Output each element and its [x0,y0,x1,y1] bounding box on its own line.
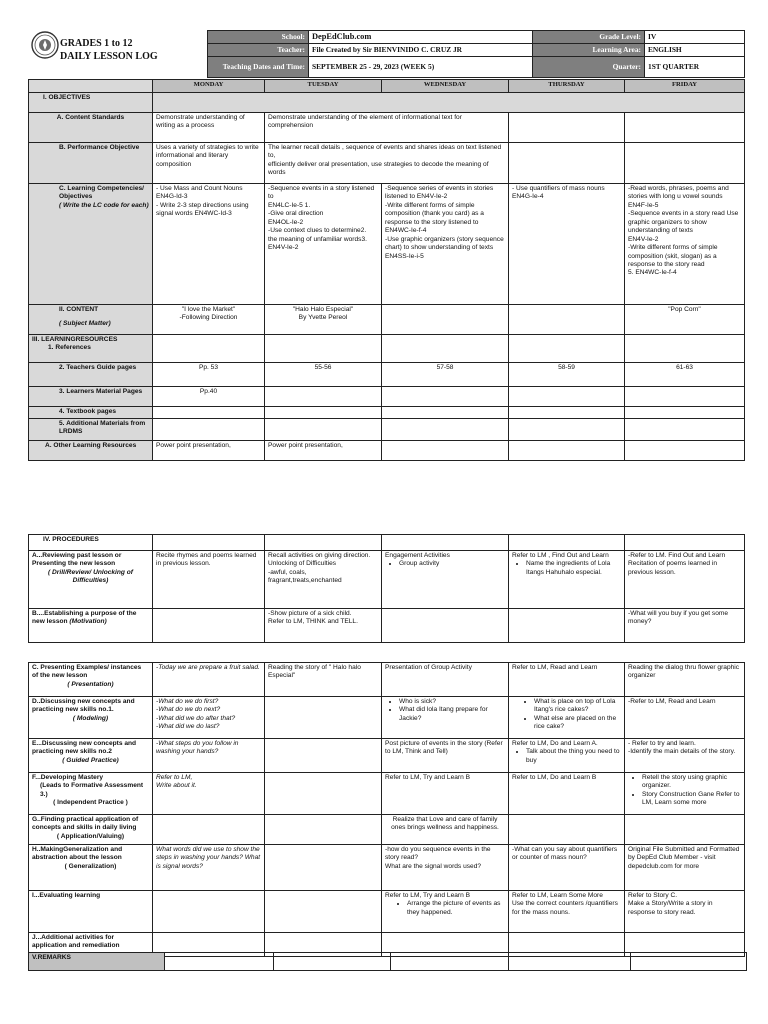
teaching-dates-label: Teaching Dates and Time: [208,57,309,78]
reviewing-wed-item: • Group activity [399,560,505,568]
additional-activities-label: J...Additional activities for application and remediation [29,933,153,957]
discussing-2-thu-title: Refer to LM, Do and Learn A. [512,740,598,747]
header-info-table [207,30,745,78]
form-title [60,38,158,63]
purpose-label: B....Establishing a purpose of the new lesson [32,610,137,626]
resources-label: III. LEARNINGRESOURCES [32,336,118,343]
evaluating-fri: Refer to Story C. Make a Story/Write a story in response to story read. [625,891,745,933]
application-label: G..Finding practical application of concepts and skills in daily living [32,816,139,832]
day-tuesday: TUESDAY [265,80,382,93]
content-standards-mon: Demonstrate understanding of writing as a process [153,113,265,143]
discussing-2-wed: Post picture of events in the story (Refer to LM, Think and Tell) [382,739,509,773]
discussing-2-note: ( Guided Practice) [62,756,119,764]
quarter-value: 1ST QUARTER [645,57,745,78]
school-label: School: [208,31,309,44]
deped-seal-logo [31,31,59,59]
day-thursday: THURSDAY [509,80,625,93]
competencies-label: C. Learning Competencies/ Objectives [59,185,145,201]
mastery-fri-item: • Retell the story using graphic organizer. [642,774,741,791]
reviewing-lesson-label: A...Reviewing past lesson or Presenting the new lesson [32,552,122,568]
discussing-2-thu-item: • Talk about the thing you need to buy [526,748,621,765]
learners-material-mon: Pp.40 [153,387,265,407]
evaluating-label: I...Evaluating learning [29,891,153,933]
application-wed: Realize that Love and care of family ones brings wellness and happiness. [382,815,509,845]
title-line-1: GRADES 1 to 12 [60,38,133,49]
mastery-note-2: ( Independent Practice ) [53,799,128,807]
presenting-label: C. Presenting Examples/ instances of the new lesson [32,664,142,680]
teaching-dates-value: SEPTEMBER 25 - 29, 2023 (WEEK 5) [309,57,533,78]
presenting-wed: Presentation of Group Activity [382,663,509,697]
discussing-2-fri: - Refer to try and learn. -Identify the main details of the story. [625,739,745,773]
day-wednesday: WEDNESDAY [382,80,509,93]
additional-materials-label: 5. Additional Materials from LRDMS [29,419,153,441]
evaluating-wed-item: • Arrange the picture of events as they happened. [407,900,505,917]
generalization-mon: What words did we use to show the steps in washing your hands? What is signal words? [153,845,265,891]
mastery-label: F...Developing Mastery [32,774,104,781]
reviewing-lesson-note: ( Drill/Review/ Unlocking of Difficulties) [48,568,133,585]
content-tue: "Halo Halo Especial" By Yvette Pereol [265,305,382,335]
title-line-2: DAILY LESSON LOG [60,50,158,62]
mastery-thu: Refer to LM, Do and Learn B [509,773,625,815]
teachers-guide-thu: 58-59 [509,363,625,387]
purpose-fri: -What will you buy if you get some money? [625,609,745,643]
content-label: II. CONTENT [59,306,99,313]
teachers-guide-fri: 61-63 [625,363,745,387]
textbook-pages-label: 4. Textbook pages [29,407,153,419]
application-note: ( Application/Valuing) [56,832,125,840]
day-monday: MONDAY [153,80,265,93]
other-resources-tue: Power point presentation, [265,441,382,461]
procedures-table-1 [28,534,745,643]
discussing-1-thu-item: • What else are placed on the rice cake? [534,715,621,732]
teacher-label: Teacher: [208,44,309,57]
reviewing-thu-title: Refer to LM , Find Out and Learn [512,552,609,559]
teachers-guide-tue: 55-56 [265,363,382,387]
objectives-table [28,79,745,461]
competencies-note: ( Write the LC code for each) [59,201,149,209]
discussing-1-thu-item: • What is place on top of Lola Itang's rice cakes? [534,698,621,715]
evaluating-wed-title: Refer to LM, Try and Learn B [385,892,471,899]
discussing-1-fri: -Refer to LM, Read and Learn [625,697,745,739]
generalization-thu: -What can you say about quantifiers or counter of mass noun? [509,845,625,891]
reviewing-wed-title: Engagement Activities [385,552,450,559]
performance-objective-label: B. Performance Objective [29,143,153,184]
objectives-heading: I. OBJECTIVES [29,93,153,113]
discussing-1-wed-item: • What did lola Itang prepare for Jackie? [399,706,505,723]
teachers-guide-label: 2. Teachers Guide pages [29,363,153,387]
presenting-note: ( Presentation) [67,680,114,688]
grade-label: Grade Level: [533,31,645,44]
mastery-mon: Refer to LM, Write about it. [153,773,265,815]
day-friday: FRIDAY [625,80,745,93]
quarter-label: Quarter: [533,57,645,78]
mastery-wed: Refer to LM, Try and Learn B [382,773,509,815]
generalization-label: H..MakingGeneralization and abstraction about the lesson [32,846,123,862]
content-standards-tue: Demonstrate understanding of the element of informational text for comprehension [265,113,509,143]
school-value: DepEdClub.com [309,31,533,44]
discussing-2-label: E...Discussing new concepts and practicing new skills no.2 [32,740,137,756]
other-resources-mon: Power point presentation, [153,441,265,461]
evaluating-thu: Refer to LM, Learn Some More Use the correct counters /quantifiers for the mass nouns. [509,891,625,933]
performance-objective-tue: The learner recall details , sequence of events and shares ideas on text listened to, efficiently deliver oral presentation, use strategies to decode the meaning of words [265,143,509,184]
mastery-fri-item: • Story Construction Gane Refer to LM, Learn some more [642,791,741,808]
discussing-1-wed-item: • Who is sick? [399,698,505,706]
presenting-fri: Reading the dialog thru flower graphic organizer [625,663,745,697]
mastery-note-1: (Leads to Formative Assessment 3.) [40,782,144,798]
other-resources-label: A. Other Learning Resources [29,441,153,461]
generalization-fri: Original File Submitted and Formatted by DepEd Club Member - visit depedclub.com for more [625,845,745,891]
learning-area-label: Learning Area: [533,44,645,57]
content-mon: "I love the Market" -Following Direction [153,305,265,335]
purpose-note: (Motivation) [69,618,107,626]
grade-value: IV [645,31,745,44]
teachers-guide-wed: 57-58 [382,363,509,387]
discussing-2-mon: -What steps do you follow in washing your hands? [153,739,265,773]
purpose-tue: -Show picture of a sick child. Refer to LM, THINK and TELL. [265,609,382,643]
procedures-table-2 [28,662,745,957]
presenting-thu: Refer to LM, Read and Learn [509,663,625,697]
reviewing-tue: Recall activities on giving direction. Unlocking of Difficulties -awful, coals, fragrant,treats,enchanted [265,551,382,609]
remarks-label: V.REMARKS [29,953,165,971]
procedures-heading: IV. PROCEDURES [29,535,153,551]
generalization-wed: -how do you sequence events in the story read? What are the signal words used? [382,845,509,891]
content-standards-label: A. Content Standards [29,113,153,143]
generalization-note: ( Generalization) [64,862,117,870]
learning-area-value: ENGLISH [645,44,745,57]
competencies-thu: - Use quantifiers of mass nouns EN4G-Ie-4 [509,184,625,305]
performance-objective-mon: Uses a variety of strategies to write informational and literary composition [153,143,265,184]
reviewing-fri: -Refer to LM. Find Out and Learn Recitation of poems learned in previous lesson. [625,551,745,609]
reviewing-mon: Recite rhymes and poems learned in previous lesson. [153,551,265,609]
competencies-tue: -Sequence events in a story listened to EN4LC-Ie-5 1. -Give oral direction EN4OL-Ie-2 -Use context clues to determine2. the meaning of unfamiliar words3. EN4V-Ie-2 [265,184,382,305]
discussing-1-label: D..Discussing new concepts and practicing new skills no.1. [32,698,135,714]
reviewing-thu-item: • Name the ingredients of Lola Itangs Hahuhalo especial. [526,560,621,577]
teachers-guide-mon: Pp. 53 [153,363,265,387]
teacher-value: File Created by Sir BIENVINIDO C. CRUZ JR [309,44,533,57]
competencies-wed: -Sequence series of events in stories listened to EN4V-Ie-2 -Write different forms of simple composition (thank you card) as a response to the story listened to EN4WC-Ie-f-4 -Use graphic organizers (story sequence chart) to show understanding of texts EN4SS-Ie-i-5 [382,184,509,305]
content-note: ( Subject Matter) [59,320,111,328]
remarks-table [28,952,747,971]
competencies-fri: -Read words, phrases, poems and stories with long u vowel sounds EN4F-Ie-5 -Sequence events in a story read Use graphic organizers to show understanding of texts EN4V-Ie-2 -Write different forms of simple composition (skit, slogan) as a response to the story read 5. EN4WC-Ie-f-4 [625,184,745,305]
discussing-1-note: ( Modeling) [72,714,109,722]
presenting-mon: -Today we are prepare a fruit salad. [153,663,265,697]
discussing-1-mon: -What do we do first? -What do we do next? -What did we do after that? -What did we do last? [153,697,265,739]
competencies-mon: - Use Mass and Count Nouns EN4G-Id-3 - Write 2-3 step directions using signal words EN4WC-Id-3 [153,184,265,305]
presenting-tue: Reading the story of " Halo halo Especial" [265,663,382,697]
content-fri: "Pop Corn" [625,305,745,335]
learners-material-label: 3. Learners Material Pages [29,387,153,407]
references-label: 1. References [48,344,91,352]
